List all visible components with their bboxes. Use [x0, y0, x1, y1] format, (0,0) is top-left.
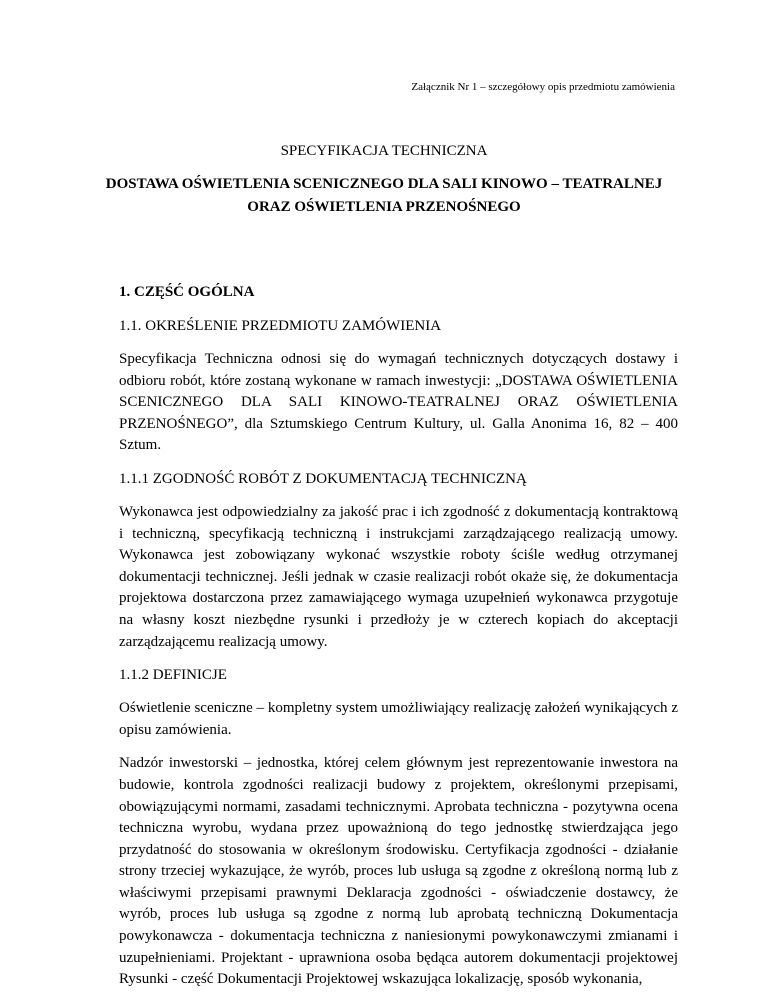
main-title: [90, 173, 678, 219]
main-title-line-2: ORAZ OŚWIETLENIA PRZENOŚNEGO: [247, 199, 521, 215]
spec-title: SPECYFIKACJA TECHNICZNA: [280, 143, 488, 159]
paragraph: Nadzór inwestorski – jednostka, której celem głównym jest reprezentowanie inwestora na budowie, kontrola zgodności realizacji budowy z projektem, określonymi przepisami, obowiązującymi normami, zasadami technicznymi. Aprobata techniczna - pozytywna ocena techniczna wyrobu, wydana przez upoważnioną do tego jednostkę stwierdzająca jego przydatność do stosowania w określonym środowisku. Certyfikacja zgodności - działanie strony trzeciej wykazujące, że wyrób, proces lub usługa są zgodne z określoną normą lub z właściwymi przepisami prawnymi Deklaracja zgodności - oświadczenie dostawcy, że wyrób, proces lub usługa są zgodne z normą lub aprobatą techniczną Dokumentacja powykonawcza - dokumentacja techniczna z naniesionymi powykonawczymi zmianami i uzupełnieniami. Projektant - uprawniona osoba będąca autorem dokumentacji projektowej Rysunki - część Dokumentacji Projektowej wskazująca lokalizację, sposób wykonania,: [119, 755, 678, 988]
section-heading: 1. CZĘŚĆ OGÓLNA: [119, 284, 255, 300]
annex-note: Załącznik Nr 1 – szczegółowy opis przedmiotu zamówienia: [411, 81, 675, 93]
paragraph: Oświetlenie sceniczne – kompletny system umożliwiający realizację założeń wynikających z opisu zamówienia.: [119, 700, 678, 738]
paragraph: Specyfikacja Techniczna odnosi się do wymagań technicznych dotyczących dostawy i odbioru robót, które zostaną wykonane w ramach inwestycji: „DOSTAWA OŚWIETLENIA SCENICZNEGO DLA SALI KINOWO-TEATRALNEJ ORAZ OŚWIETLENIA PRZENOŚNEGO”, dla Sztumskiego Centrum Kultury, ul. Galla Anonima 16, 82 – 400 Sztum.: [119, 351, 678, 454]
subsection-heading: 1.1.2 DEFINICJE: [119, 667, 227, 684]
subsection-heading: 1.1. OKREŚLENIE PRZEDMIOTU ZAMÓWIENIA: [119, 318, 442, 334]
document-body: [119, 282, 678, 1003]
main-title-line-1: DOSTAWA OŚWIETLENIA SCENICZNEGO DLA SALI KINOWO – TEATRALNEJ: [105, 176, 663, 192]
subsection-heading: 1.1.1 ZGODNOŚĆ ROBÓT Z DOKUMENTACJĄ TECHNICZNĄ: [119, 470, 527, 487]
paragraph: Wykonawca jest odpowiedzialny za jakość prac i ich zgodność z dokumentacją kontraktową i techniczną, specyfikacją techniczną i instrukcjami zarządzającego realizacją umowy. Wykonawca jest zobowiązany wykonać wszystkie roboty ściśle według otrzymanej dokumentacji technicznej. Jeśli jednak w czasie realizacji robót okaże się, że dokumentacja projektowa dostarczona przez zamawiającego wymaga uzupełnień wykonawca przygotuje na własny koszt niezbędne rysunki i przedłoży je w czterech kopiach do akceptacji zarządzającemu realizacją umowy.: [119, 503, 678, 650]
